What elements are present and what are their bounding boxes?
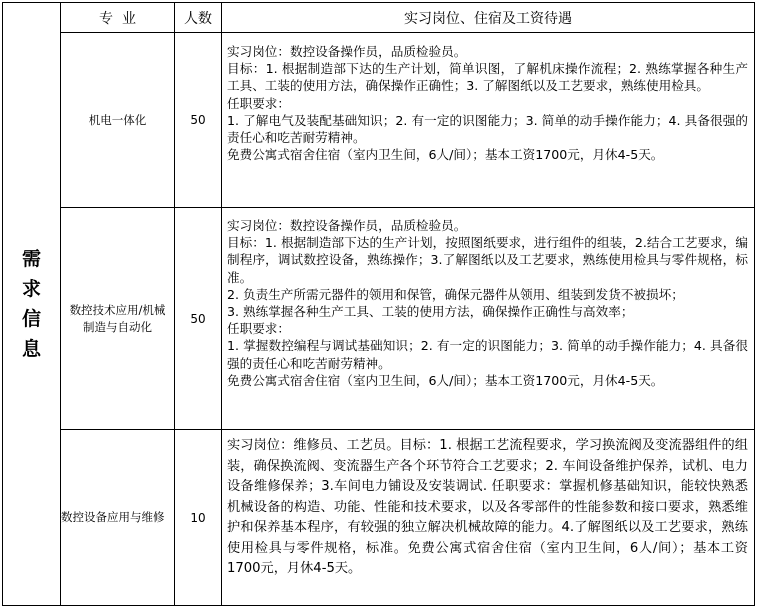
table-row-count: 10 — [190, 510, 206, 525]
housing-salary: 免费公寓式宿舍住宿（室内卫生间，6人/间）；基本工资1700元，月休4-5天。 — [227, 372, 664, 388]
job-duty: 3. 熟练掌握各种生产工具、工装的使用方法，确保操作正确性与高效率； — [227, 304, 634, 320]
requirements-heading: 任职要求： — [227, 95, 290, 111]
table-row-details — [222, 33, 754, 207]
housing-salary: 免费公寓式宿舍住宿（室内卫生间，6人/间）；基本工资1700元，月休4-5天。 — [227, 147, 664, 163]
header-major: 专 业 — [99, 10, 136, 27]
job-position: 实习岗位：数控设备操作员，品质检验员。 — [227, 44, 467, 59]
table-row-major — [61, 33, 174, 207]
requirements-list: 1. 掌握数控编程与调试基础知识；2. 有一定的识图能力；3. 简单的动手操作能力；4. 具备很强的责任心和吃苦耐劳精神。 — [227, 338, 748, 371]
job-description: 实习岗位：维修员、工艺员。目标：1. 根据工艺流程要求，学习换流阀及变流器组件的组装，确保换流阀、变流器生产各个环节符合工艺要求；2. 车间设备维护保养，试机、电力设备维修保养；3.车间电力铺设及安装调试. 任职要求：掌握机修基础知识，能较快熟悉机械设备的构造、功能、性能和技术要求，以及各零部件的性能参数和接口要求，熟悉维护和保养基本程序，有较强的独立解决机械故障的能力。4.了解图纸以及工艺要求，熟练使用检具与零件规格，标准。免费公寓式宿舍住宿（室内卫生间，6人/间）；基本工资1700元，月休4-5天。 — [227, 438, 748, 576]
table-row-count: 50 — [190, 311, 206, 326]
table-row-details — [222, 208, 754, 429]
table-row-details — [222, 430, 754, 605]
table-row-major — [61, 208, 174, 429]
job-position: 实习岗位：数控设备操作员，品质检验员。 — [227, 218, 467, 233]
requirements-heading: 任职要求： — [227, 321, 290, 337]
table-row-count: 50 — [190, 113, 206, 127]
job-duty: 2. 负责生产所需元器件的领用和保管，确保元器件从领用、组装到发货不被损坏； — [227, 286, 684, 302]
table-border-bottom — [2, 605, 755, 606]
header-details: 实习岗位、住宿及工资待遇 — [404, 10, 572, 27]
major-name: 机电一体化 — [88, 112, 147, 127]
requirements-table — [2, 2, 755, 606]
table-border-right — [754, 2, 755, 606]
section-label-cell — [3, 3, 60, 605]
header-count: 人数 — [184, 10, 212, 27]
job-goals: 目标：1. 根据制造部下达的生产计划，按照图纸要求，进行组件的组装，2.结合工艺要求，编制程序，调试数控设备，熟练操作；3.了解图纸以及工艺要求，熟练使用检具与零件规格，标准。 — [227, 235, 748, 285]
table-row-major — [61, 430, 174, 605]
major-name: 数控设备应用与维修 — [61, 510, 165, 524]
major-name: 数控技术应用/机械制造与自动化 — [69, 302, 166, 334]
job-goals: 目标：1. 根据制造部下达的生产计划，简单识图，了解机床操作流程；2. 熟练掌握各种生产工具、工装的使用方法，确保操作正确性；3. 了解图纸以及工艺要求，熟练使用检具。 — [227, 61, 748, 94]
requirements-list: 1. 了解电气及装配基础知识；2. 有一定的识图能力；3. 简单的动手操作能力；4. 具备很强的责任心和吃苦耐劳精神。 — [227, 112, 748, 146]
section-label: 需求信息 — [21, 248, 41, 360]
